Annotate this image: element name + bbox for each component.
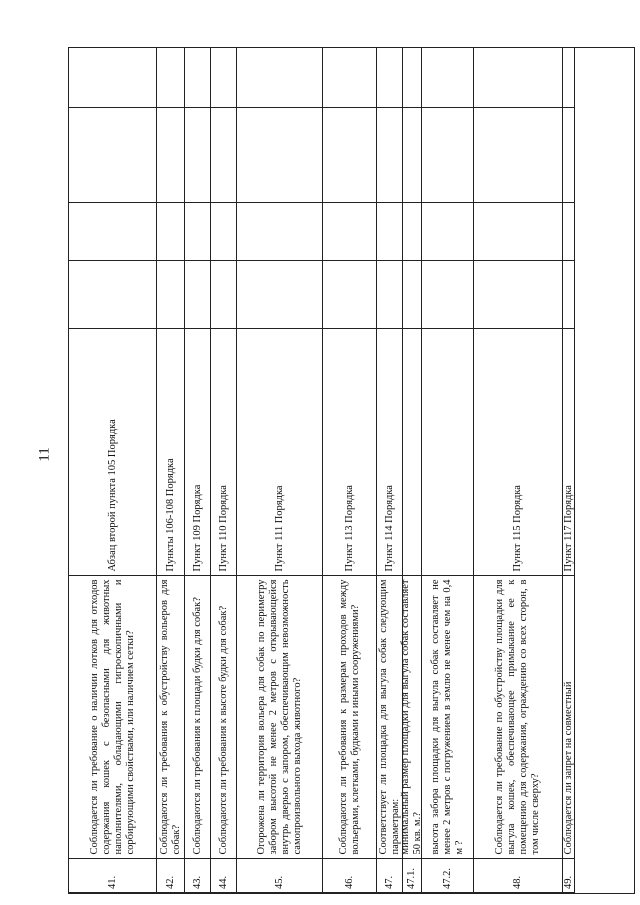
row-number-cell [211,859,236,893]
reference-cell [69,329,156,576]
reference-cell [403,329,421,576]
empty-cell [157,203,184,261]
row-number-cell [185,859,210,893]
reference-cell [323,329,376,576]
reference-text: Пункт 113 Порядка [343,485,355,572]
empty-cell [211,203,236,261]
empty-cell [185,108,210,203]
row-number: 45. [273,875,285,889]
empty-cell [403,108,421,203]
reference-cell [422,329,473,576]
question-text: Соответствует ли площадка для выгула собак следующим параметрам: [377,579,401,855]
question-cell [157,576,184,859]
row-number: 48. [512,875,523,889]
reference-cell [377,329,402,576]
empty-cell [237,261,322,329]
empty-cell [323,203,376,261]
question-cell [474,576,562,859]
question-text: Соблюдается ли запрет на совместный [562,681,574,855]
question-text: минимальный размер площадки для выгула собак составляет 50 кв. м.? [400,579,423,855]
reference-text: Пункт 115 Порядка [512,485,523,572]
empty-cell [377,108,402,203]
empty-cell [69,261,156,329]
empty-cell [563,261,574,329]
row-number: 44. [217,875,229,889]
question-text: Огорожена ли территория вольера для собак по периметру забором высотой не менее 2 метров с открывающейся внутрь дверью с запором, обеспечивающим невозможность самопроизвольного выхода животного? [255,579,303,855]
question-cell [323,576,376,859]
empty-cell [474,203,562,261]
question-cell [211,576,236,859]
row-number-cell [563,859,574,893]
reference-cell [563,329,574,576]
row-number-cell [323,859,376,893]
reference-text: Пункт 109 Порядка [191,484,203,572]
empty-cell [69,203,156,261]
table-row [563,48,575,893]
page-number: 11 [36,447,53,462]
empty-cell [69,108,156,203]
empty-cell [377,261,402,329]
question-text: высота забора площадки для выгула собак составляет не менее 2 метров с погружением в землю не менее чем на 0,4 м ? [429,579,465,855]
question-cell [422,576,473,859]
empty-cell [474,48,562,108]
question-text: Соблюдаются ли требования к размерам проходов между вольерами, клетками, будками и иными сооружениями? [337,579,361,855]
table-row [237,48,323,893]
empty-cell [185,261,210,329]
empty-cell [474,261,562,329]
row-number: 47.2. [441,867,453,889]
row-number-cell [474,859,562,893]
empty-cell [377,203,402,261]
reference-text: Пункт 117 Порядка [562,485,574,572]
reference-cell [157,329,184,576]
row-number: 49. [562,875,574,889]
empty-cell [403,48,421,108]
question-text: Соблюдаются ли требования к обустройству вольеров для собак? [158,579,182,855]
empty-cell [323,261,376,329]
empty-cell [157,48,184,108]
reference-text: Абзац второй пункта 105 Порядка [106,419,118,572]
question-text: Соблюдаются ли требования к площади будки для собак? [191,597,203,855]
reference-text: Пункт 114 Порядка [383,485,395,572]
empty-cell [422,203,473,261]
row-number: 42. [164,875,176,889]
question-text: Соблюдаются ли требования к высоте будки для собак? [217,605,229,855]
row-number-cell [403,859,421,893]
empty-cell [323,108,376,203]
reference-cell [211,329,236,576]
question-cell [377,576,402,859]
row-number-cell [237,859,322,893]
empty-cell [563,203,574,261]
row-number-cell [377,859,402,893]
reference-text: Пункт 110 Порядка [217,485,229,572]
empty-cell [185,203,210,261]
table-row [157,48,185,893]
empty-cell [422,108,473,203]
empty-cell [69,48,156,108]
reference-cell [474,329,562,576]
row-number: 47.1. [406,867,417,889]
table-row [400,48,423,893]
table-row [185,48,211,893]
question-cell [185,576,210,859]
reference-cell [237,329,322,576]
reference-cell [185,329,210,576]
table-row [211,48,237,893]
table-row [323,48,377,893]
table-row [69,48,157,893]
empty-cell [403,261,421,329]
row-number: 46. [343,875,355,889]
question-text: Соблюдается ли требование о наличии лотков для отходов содержания кошек с безопасными для животных наполнителями, обладающими гигроскопичными и сорбирующими свойствами, или наличием сетки? [88,579,136,855]
question-cell [69,576,156,859]
empty-cell [403,203,421,261]
row-number-cell [69,859,156,893]
empty-cell [237,203,322,261]
question-text: Соблюдается ли требование по обустройству площадки для выгула кошек, обеспечивающее примыкание ее к помещению для содержания, ограждению со всех сторон, в том числе сверху? [494,579,541,855]
empty-cell [323,48,376,108]
empty-cell [474,108,562,203]
question-cell [400,576,423,859]
empty-cell [563,48,574,108]
empty-cell [157,261,184,329]
empty-cell [422,261,473,329]
empty-cell [237,48,322,108]
table-row [474,48,563,893]
empty-cell [563,108,574,203]
empty-cell [157,108,184,203]
question-cell [563,576,574,859]
empty-cell [211,261,236,329]
row-number-cell [422,859,473,893]
row-number: 47. [383,875,395,889]
row-number: 43. [191,875,203,889]
question-cell [237,576,322,859]
reference-text: Пункт 111 Порядка [273,485,285,572]
row-number: 41. [106,875,118,889]
empty-cell [237,108,322,203]
row-number-cell [157,859,184,893]
empty-cell [211,108,236,203]
table-row [422,48,474,893]
checklist-table [68,47,635,894]
empty-cell [377,48,402,108]
empty-cell [185,48,210,108]
reference-text: Пункты 106-108 Порядка [164,458,176,572]
empty-cell [422,48,473,108]
empty-cell [211,48,236,108]
